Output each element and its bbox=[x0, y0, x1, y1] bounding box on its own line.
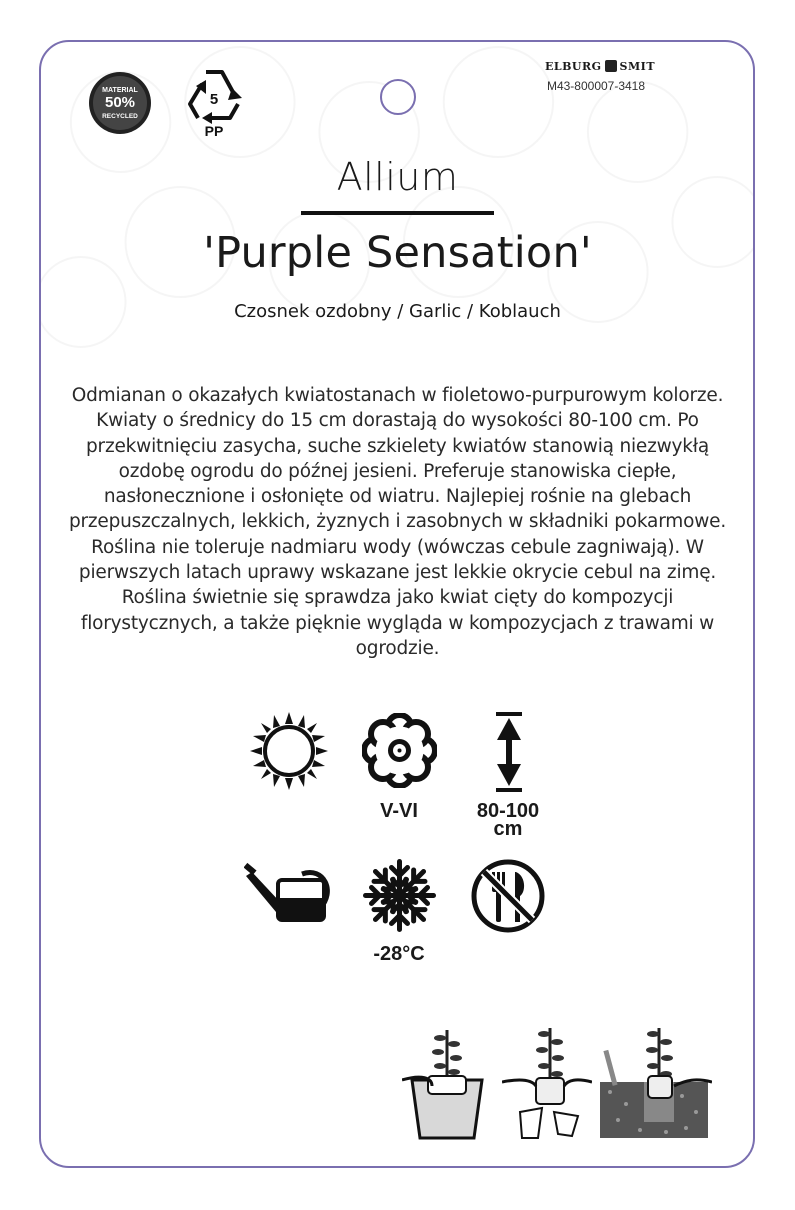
snowflake-icon bbox=[362, 858, 437, 933]
title-divider bbox=[301, 211, 494, 215]
height-arrow-icon bbox=[494, 712, 524, 792]
badge-line1: MATERIAL bbox=[102, 87, 138, 94]
brand-name-right: SMIT bbox=[619, 60, 655, 73]
hang-hole bbox=[380, 79, 416, 115]
badge-percent: 50% bbox=[104, 94, 136, 111]
plant-description: Odmianan o okazałych kwiatostanach w fioletowo-purpurowym kolorze. Kwiaty o średnicy do 15 cm dorastają do wysokości 80-100 cm. Po przekwitnięciu zasycha, suche szkielety kwiatów stanowią niezwykłą ozdobę ogrodu do późnej jesieni. Preferuje stanowiska ciepłe, nasłonecznione i osłonięte od wiatru. Najlepiej rośnie na glebach przepuszczalnych, lekkich, żyznych i zasobnych w składniki pokarmowe. Roślina nie toleruje nadmiaru wody (wówczas cebule zagniwają). W pierwszych latach uprawy wskazane jest lekkie okrycie cebul na zimę. Roślina świetnie się sprawdza jako kwiat cięty do kompozycji florystycznych, a także pięknie wygląda w kompozycjach z trawami w ogrodzie. bbox=[68, 385, 727, 659]
plant-genus: Allium bbox=[336, 155, 459, 199]
product-code: M43-800007-3418 bbox=[546, 79, 646, 93]
plant-cultivar: 'Purple Sensation' bbox=[203, 228, 592, 278]
recycle-material: PP bbox=[204, 123, 224, 139]
height-label-unit: cm bbox=[493, 818, 523, 840]
common-names: Czosnek ozdobny / Garlic / Koblauch bbox=[234, 301, 561, 322]
planting-step-soil-icon bbox=[596, 1020, 712, 1140]
recycle-icon bbox=[182, 64, 246, 140]
flower-icon bbox=[362, 713, 437, 788]
recycle-number: 5 bbox=[209, 91, 219, 108]
watering-can-icon bbox=[244, 862, 332, 924]
planting-step-unpot-icon bbox=[502, 1020, 592, 1140]
planting-step-pot-icon bbox=[402, 1020, 492, 1140]
flowering-period-label: V-VI bbox=[380, 800, 418, 822]
frost-hardiness-label: -28°C bbox=[373, 943, 425, 965]
brand-mark-icon bbox=[605, 60, 617, 72]
brand-logo bbox=[540, 60, 660, 73]
recycled-material-badge bbox=[87, 70, 153, 136]
badge-line2: RECYCLED bbox=[102, 113, 138, 120]
brand-name-left: ELBURG bbox=[545, 60, 602, 73]
not-edible-icon bbox=[470, 858, 546, 934]
sun-icon bbox=[250, 712, 328, 790]
height-label-value: 80-100 bbox=[476, 800, 540, 822]
